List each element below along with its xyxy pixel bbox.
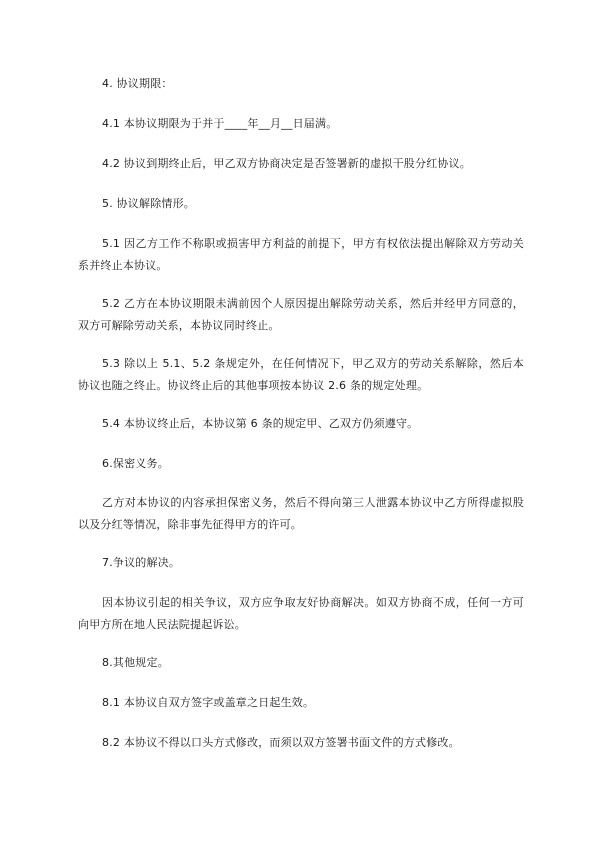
section-5-heading: 5. 协议解除情形。 xyxy=(102,197,195,210)
section-7-heading: 7.争议的解决。 xyxy=(102,556,181,569)
section-4-heading: 4. 协议期限： xyxy=(102,77,173,90)
clause-5-4: 5.4 本协议终止后，本协议第 6 条的规定甲、乙双方仍须遵守。 xyxy=(102,417,419,430)
clause-5-1: 5.1 因乙方工作不称职或损害甲方利益的前提下，甲方有权依法提出解除双方劳动关系并终止本协议。 xyxy=(78,237,524,272)
clause-5-3: 5.3 除以上 5.1、5.2 条规定外，在任何情况下，甲乙双方的劳动关系解除，然后本协议也随之终止。协议终止后的其他事项按本协议 2.6 条的规定处理。 xyxy=(78,357,524,392)
clause-4-1: 4.1 本协议期限为于并于____年__月__日届满。 xyxy=(102,117,338,130)
clause-5-2: 5.2 乙方在本协议期限未满前因个人原因提出解除劳动关系，然后并经甲方同意的，双方可解除劳动关系，本协议同时终止。 xyxy=(78,297,524,332)
section-6-body: 乙方对本协议的内容承担保密义务，然后不得向第三人泄露本协议中乙方所得虚拟股以及分红等情况，除非事先征得甲方的许可。 xyxy=(78,496,524,531)
section-6-heading: 6.保密义务。 xyxy=(102,457,169,470)
clause-4-2: 4.2 协议到期终止后，甲乙双方协商决定是否签署新的虚拟干股分红协议。 xyxy=(102,157,471,170)
clause-8-2: 8.2 本协议不得以口头方式修改，而须以双方签署书面文件的方式修改。 xyxy=(102,736,460,749)
section-7-body: 因本协议引起的相关争议，双方应争取友好协商解决。如双方协商不成，任何一方可向甲方所在地人民法院提起诉讼。 xyxy=(78,596,524,631)
clause-8-1: 8.1 本协议自双方签字或盖章之日起生效。 xyxy=(102,696,315,709)
section-8-heading: 8.其他规定。 xyxy=(102,656,169,669)
